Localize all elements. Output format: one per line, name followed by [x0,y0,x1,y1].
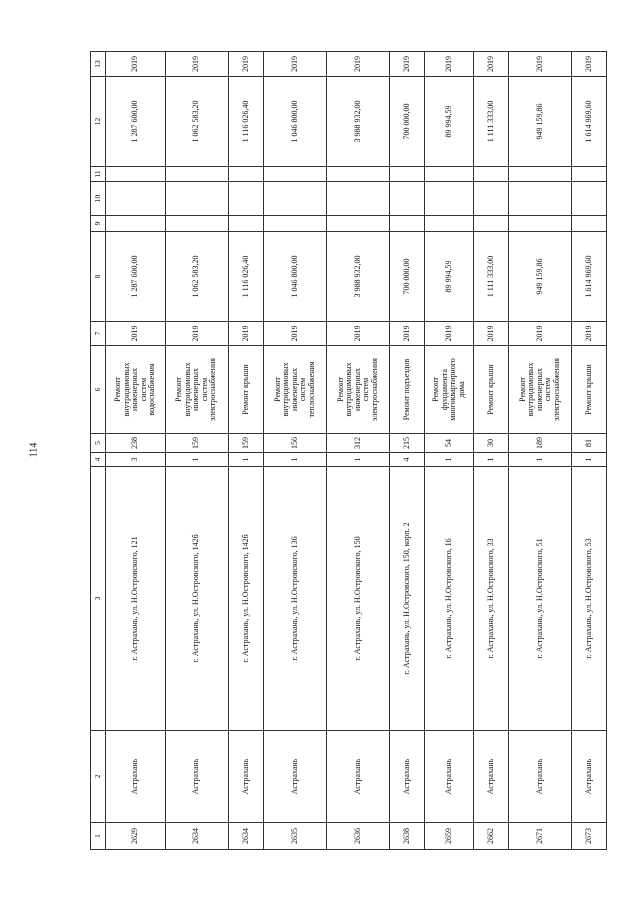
table-row [263,52,326,850]
table-row [508,52,571,850]
table-row [572,52,607,850]
end-year-cell: 2019 [390,52,425,77]
stage-cell: 1 [326,453,389,467]
col10-cell [572,182,607,216]
col11-cell [425,167,474,182]
total-cell: 89 994,59 [425,77,474,167]
header-cell: 2 [91,731,106,823]
header-cell: 10 [91,182,106,216]
end-year-cell: 2019 [326,52,389,77]
col9-cell [326,216,389,232]
header-cell: 7 [91,322,106,346]
area-cell: 159 [165,434,228,453]
address-cell: г. Астрахань, ул. Н.Островского, 53 [572,467,607,731]
table-row [228,52,263,850]
col11-cell [106,167,165,182]
cost-cell: 949 159,86 [508,232,571,322]
city-cell: Астрахань [508,731,571,823]
plan-year-cell: 2019 [326,322,389,346]
stage-cell: 1 [263,453,326,467]
col9-cell [165,216,228,232]
table-row [390,52,425,850]
record-id-cell: 2659 [425,823,474,850]
col11-cell [474,167,509,182]
work-type-cell: Ремонт внутридомовых инженерных систем водоснабжения [106,346,165,434]
city-cell: Астрахань [106,731,165,823]
stage-cell: 1 [508,453,571,467]
col9-cell [508,216,571,232]
header-cell: 11 [91,167,106,182]
work-type-cell: Ремонт крыши [228,346,263,434]
stage-cell: 1 [425,453,474,467]
area-cell: 30 [474,434,509,453]
header-cell: 12 [91,77,106,167]
col10-cell [474,182,509,216]
city-cell: Астрахань [228,731,263,823]
table-row [165,52,228,850]
area-cell: 159 [228,434,263,453]
record-id-cell: 2629 [106,823,165,850]
work-type-cell: Ремонт внутридомовых инженерных систем электроснабжения [165,346,228,434]
end-year-cell: 2019 [474,52,509,77]
plan-year-cell: 2019 [425,322,474,346]
address-cell: г. Астрахань, ул. Н.Островского, 150 [326,467,389,731]
area-cell: 54 [425,434,474,453]
repair-registry-table [90,51,607,850]
record-id-cell: 2635 [263,823,326,850]
header-cell: 8 [91,232,106,322]
col11-cell [508,167,571,182]
record-id-cell: 2638 [390,823,425,850]
header-cell: 5 [91,434,106,453]
cost-cell: 1 062 583,20 [165,232,228,322]
cost-cell: 700 000,00 [390,232,425,322]
end-year-cell: 2019 [508,52,571,77]
work-type-cell: Ремонт крыши [474,346,509,434]
cost-cell: 1 614 969,60 [572,232,607,322]
end-year-cell: 2019 [106,52,165,77]
page-number: 114 [28,442,40,458]
record-id-cell: 2662 [474,823,509,850]
area-cell: 81 [572,434,607,453]
work-type-cell: Ремонт подъездов [390,346,425,434]
col10-cell [508,182,571,216]
city-cell: Астрахань [425,731,474,823]
address-cell: г. Астрахань, ул. Н.Островского, 142б [165,467,228,731]
col11-cell [228,167,263,182]
table-row [106,52,165,850]
plan-year-cell: 2019 [165,322,228,346]
address-cell: г. Астрахань, ул. Н.Островского, 51 [508,467,571,731]
plan-year-cell: 2019 [106,322,165,346]
plan-year-cell: 2019 [572,322,607,346]
table-row [425,52,474,850]
city-cell: Астрахань [390,731,425,823]
col11-cell [165,167,228,182]
table-row [474,52,509,850]
total-cell: 1 111 333,00 [474,77,509,167]
stage-cell: 1 [474,453,509,467]
header-cell: 4 [91,453,106,467]
end-year-cell: 2019 [165,52,228,77]
col9-cell [474,216,509,232]
total-cell: 949 159,86 [508,77,571,167]
stage-cell: 4 [390,453,425,467]
plan-year-cell: 2019 [390,322,425,346]
total-cell: 1 614 969,60 [572,77,607,167]
header-cell: 3 [91,467,106,731]
header-cell: 1 [91,823,106,850]
col10-cell [106,182,165,216]
work-type-cell: Ремонт крыши [572,346,607,434]
city-cell: Астрахань [474,731,509,823]
col10-cell [326,182,389,216]
table-container [90,52,607,850]
total-cell: 3 988 932,00 [326,77,389,167]
plan-year-cell: 2019 [508,322,571,346]
col10-cell [228,182,263,216]
cost-cell: 89 994,59 [425,232,474,322]
rotated-table-frame [90,52,607,850]
area-cell: 238 [106,434,165,453]
col9-cell [425,216,474,232]
col9-cell [106,216,165,232]
total-cell: 1 116 026,40 [228,77,263,167]
stage-cell: 3 [106,453,165,467]
col11-cell [263,167,326,182]
cost-cell: 1 116 026,40 [228,232,263,322]
col11-cell [326,167,389,182]
area-cell: 189 [508,434,571,453]
area-cell: 156 [263,434,326,453]
plan-year-cell: 2019 [263,322,326,346]
address-cell: г. Астрахань, ул. Н.Островского, 16 [425,467,474,731]
work-type-cell: Ремонт внутридомовых инженерных систем электроснабжения [326,346,389,434]
record-id-cell: 2634 [165,823,228,850]
area-cell: 215 [390,434,425,453]
col10-cell [390,182,425,216]
cost-cell: 1 287 600,00 [106,232,165,322]
end-year-cell: 2019 [228,52,263,77]
stage-cell: 1 [572,453,607,467]
address-cell: г. Астрахань, ул. Н.Островского, 150, корп. 2 [390,467,425,731]
stage-cell: 1 [165,453,228,467]
total-cell: 1 287 600,00 [106,77,165,167]
col11-cell [390,167,425,182]
header-cell: 9 [91,216,106,232]
total-cell: 1 062 583,20 [165,77,228,167]
record-id-cell: 2634 [228,823,263,850]
col11-cell [572,167,607,182]
work-type-cell: Ремонт внутридомовых инженерных систем электроснабжения [508,346,571,434]
plan-year-cell: 2019 [228,322,263,346]
address-cell: г. Астрахань, ул. Н.Островского, 136 [263,467,326,731]
city-cell: Астрахань [572,731,607,823]
total-cell: 700 000,00 [390,77,425,167]
record-id-cell: 2671 [508,823,571,850]
col10-cell [425,182,474,216]
work-type-cell: Ремонт фундамента многоквартирного дома [425,346,474,434]
record-id-cell: 2636 [326,823,389,850]
header-cell: 13 [91,52,106,77]
address-cell: г. Астрахань, ул. Н.Островского, 121 [106,467,165,731]
city-cell: Астрахань [326,731,389,823]
cost-cell: 1 046 800,00 [263,232,326,322]
work-type-cell: Ремонт внутридомовых инженерных систем теплоснабжения [263,346,326,434]
address-cell: г. Астрахань, ул. Н.Островского, 33 [474,467,509,731]
col9-cell [572,216,607,232]
cost-cell: 1 111 333,00 [474,232,509,322]
cost-cell: 3 988 932,00 [326,232,389,322]
address-cell: г. Астрахань, ул. Н.Островского, 142б [228,467,263,731]
col9-cell [390,216,425,232]
col9-cell [263,216,326,232]
city-cell: Астрахань [263,731,326,823]
header-cell: 6 [91,346,106,434]
col10-cell [263,182,326,216]
stage-cell: 1 [228,453,263,467]
end-year-cell: 2019 [263,52,326,77]
plan-year-cell: 2019 [474,322,509,346]
table-body [91,52,607,850]
end-year-cell: 2019 [572,52,607,77]
city-cell: Астрахань [165,731,228,823]
table-row [326,52,389,850]
record-id-cell: 2673 [572,823,607,850]
area-cell: 312 [326,434,389,453]
col9-cell [228,216,263,232]
col10-cell [165,182,228,216]
total-cell: 1 046 800,00 [263,77,326,167]
end-year-cell: 2019 [425,52,474,77]
column-number-row [91,52,106,850]
